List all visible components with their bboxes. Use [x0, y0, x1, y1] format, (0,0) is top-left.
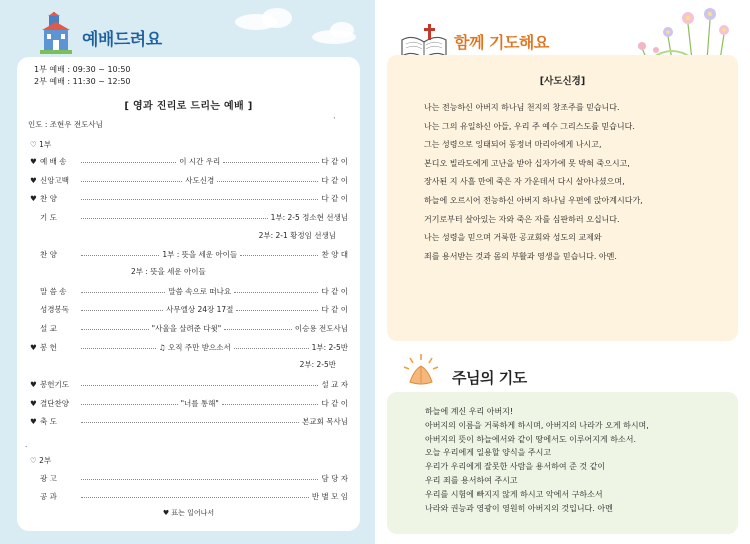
stand-heart-icon: ♥	[30, 416, 37, 426]
order-row	[30, 155, 348, 167]
stand-heart-icon: ♥	[30, 398, 37, 408]
order-item-name: 신앙고백	[40, 175, 69, 185]
order-item-name: 찬 양	[40, 193, 57, 203]
order-row	[30, 415, 348, 427]
prayer-line: 아버지의 이름을 거룩하게 하시며, 아버지의 나라가 오게 하시며,	[425, 420, 649, 430]
prayer-line: 우리가 우리에게 잘못한 사람을 용서하여 준 것 같이	[425, 462, 606, 472]
order-item-person: 본교회 목사님	[302, 416, 348, 426]
order-row	[30, 248, 348, 260]
order-item-person: 다 같 이	[321, 156, 349, 166]
creed-title: [사도신경]	[539, 76, 586, 87]
order-item-name: 결단찬양	[40, 398, 69, 408]
order-item-name: 공 과	[40, 491, 57, 501]
apostles-creed-box	[387, 55, 738, 341]
service-time-2: 2부 예배 : 11:30 ~ 12:50	[34, 77, 131, 86]
pray-together-heading: 함께 기도해요	[454, 33, 549, 52]
order-row	[30, 341, 348, 353]
order-item-person: 이승용 전도사님	[294, 323, 348, 333]
creed-line: 그는 성령으로 잉태되어 동정녀 마리아에게 나시고,	[424, 140, 602, 150]
prayer-line: 우리 죄를 용서하여 주시고	[425, 475, 518, 485]
part-1-label: ♡ 1부	[30, 140, 52, 149]
order-row	[30, 211, 348, 223]
worship-title-heading: 예배드려요	[82, 30, 162, 50]
order-item-person: 1부: 2-5반	[311, 342, 348, 352]
lords-prayer-text	[425, 405, 649, 515]
cloud-decoration	[262, 8, 292, 28]
order-item-person: 다 같 이	[321, 175, 348, 185]
order-item-person: 다 같 이	[321, 286, 348, 296]
creed-line: 하늘에 오르시어 전능하신 아버지 하나님 우편에 앉아계시다가,	[424, 195, 643, 205]
order-row	[30, 174, 348, 186]
order-item-name: 봉 헌	[40, 342, 57, 352]
order-row	[30, 303, 348, 315]
order-item-name: 예 배 송	[40, 156, 67, 166]
order-item-person: 담 당 자	[321, 473, 348, 483]
worship-leader: 인도 : 조현우 전도사님	[28, 120, 103, 129]
praying-hands-icon	[402, 352, 440, 388]
order-item-name: 말 씀 송	[40, 286, 67, 296]
order-item-content: ♫ 오직 주만 받으소서	[158, 342, 231, 352]
creed-line: 나는 성령을 믿으며 거룩한 공교회와 성도의 교제와	[424, 233, 602, 243]
order-row	[30, 192, 348, 204]
cloud-decoration	[330, 22, 354, 38]
order-row	[30, 322, 348, 334]
order-item-content-continued: 2부 : 뜻을 세운 아이들	[131, 267, 206, 276]
order-item-person: 설 교 자	[321, 379, 348, 389]
order-item-person: 1부: 2-5 정소현 선생님	[270, 212, 348, 222]
order-item-content: 사무엘상 24장 17절	[166, 304, 234, 314]
order-item-name: 찬 양	[40, 249, 57, 259]
creed-text	[424, 99, 643, 266]
order-item-name: 설 교	[40, 323, 57, 333]
order-item-person-continued: 2부: 2-5반	[299, 360, 336, 369]
prayer-line: 우리를 시험에 빠지지 않게 하시고 악에서 구하소서	[425, 489, 603, 499]
order-item-person: 찬 양 대	[321, 249, 348, 259]
prayer-line: 나라와 권능과 영광이 영원히 아버지의 것입니다. 아멘	[425, 503, 613, 513]
order-row	[30, 285, 348, 297]
stand-heart-icon: ♥	[30, 175, 37, 185]
order-item-person-continued: 2부: 2-1 황정임 선생님	[258, 231, 336, 240]
order-item-person: 다 같 이	[321, 398, 348, 408]
service-time-1: 1부 예배 : 09:30 ~ 10:50	[34, 65, 131, 74]
order-item-content: "사울을 살려준 다윗"	[151, 323, 222, 333]
order-item-name: 축 도	[40, 416, 57, 426]
creed-line: 장사된 지 사흘 만에 죽은 자 가운데서 다시 살아나셨으며,	[424, 177, 625, 187]
order-item-name: 성경봉독	[40, 304, 69, 314]
lords-prayer-box	[387, 392, 738, 534]
order-row	[30, 472, 348, 484]
creed-line: 본디오 빌라도에게 고난을 받아 십자가에 못 박혀 죽으시고,	[424, 158, 630, 168]
stand-heart-icon: ♥	[30, 342, 37, 352]
order-row	[30, 490, 348, 502]
order-item-person: 다 같 이	[321, 304, 348, 314]
order-item-content: 이 시간 우리	[179, 156, 221, 166]
order-item-person: 다 같 이	[321, 193, 348, 203]
flowers-icon	[612, 4, 732, 60]
church-icon	[38, 12, 74, 54]
prayer-line: 아버지의 뜻이 하늘에서와 같이 땅에서도 이루어지게 하소서.	[425, 434, 636, 444]
order-item-name: 기 도	[40, 212, 57, 222]
stray-mark: `	[333, 117, 337, 125]
creed-line: 죄를 용서받는 것과 몸의 부활과 영생을 믿습니다. 아멘.	[424, 251, 617, 261]
order-item-content: "너를 통해"	[180, 398, 219, 408]
stand-heart-icon: ♥	[30, 156, 37, 166]
order-row	[30, 378, 348, 390]
worship-subtitle: [ 영과 진리로 드리는 예배 ]	[124, 101, 253, 112]
order-row	[30, 397, 348, 409]
order-item-name: 봉헌기도	[40, 379, 69, 389]
order-item-person: 반 별 모 임	[311, 491, 348, 501]
order-item-content: 사도신경	[185, 175, 215, 185]
stand-heart-icon: ♥	[30, 193, 37, 203]
part-2-label: ♡ 2부	[30, 456, 52, 465]
order-item-content: 1부 : 뜻을 세운 아이들	[162, 249, 238, 259]
creed-line: 나는 전능하신 아버지 하나님 천지의 창조주를 믿습니다.	[424, 103, 620, 112]
prayer-line: 오늘 우리에게 일용할 양식을 주시고	[425, 448, 552, 458]
service-times	[34, 64, 131, 88]
worship-order-card	[17, 57, 360, 531]
stand-legend: ♥ 표는 일어나서	[162, 509, 215, 517]
stand-heart-icon: ♥	[30, 379, 37, 389]
order-item-content: 말씀 속으로 떠나요	[168, 286, 232, 296]
stray-dot: .	[25, 441, 28, 449]
creed-line: 나는 그의 유일하신 아들, 우리 주 예수 그리스도를 믿습니다.	[424, 121, 635, 131]
lords-prayer-heading: 주님의 기도	[452, 369, 527, 387]
creed-line: 거기로부터 살아있는 자와 죽은 자를 심판하러 오십니다.	[424, 214, 620, 224]
order-item-name: 광 고	[40, 473, 57, 483]
prayer-line: 하늘에 계신 우리 아버지!	[425, 407, 514, 416]
